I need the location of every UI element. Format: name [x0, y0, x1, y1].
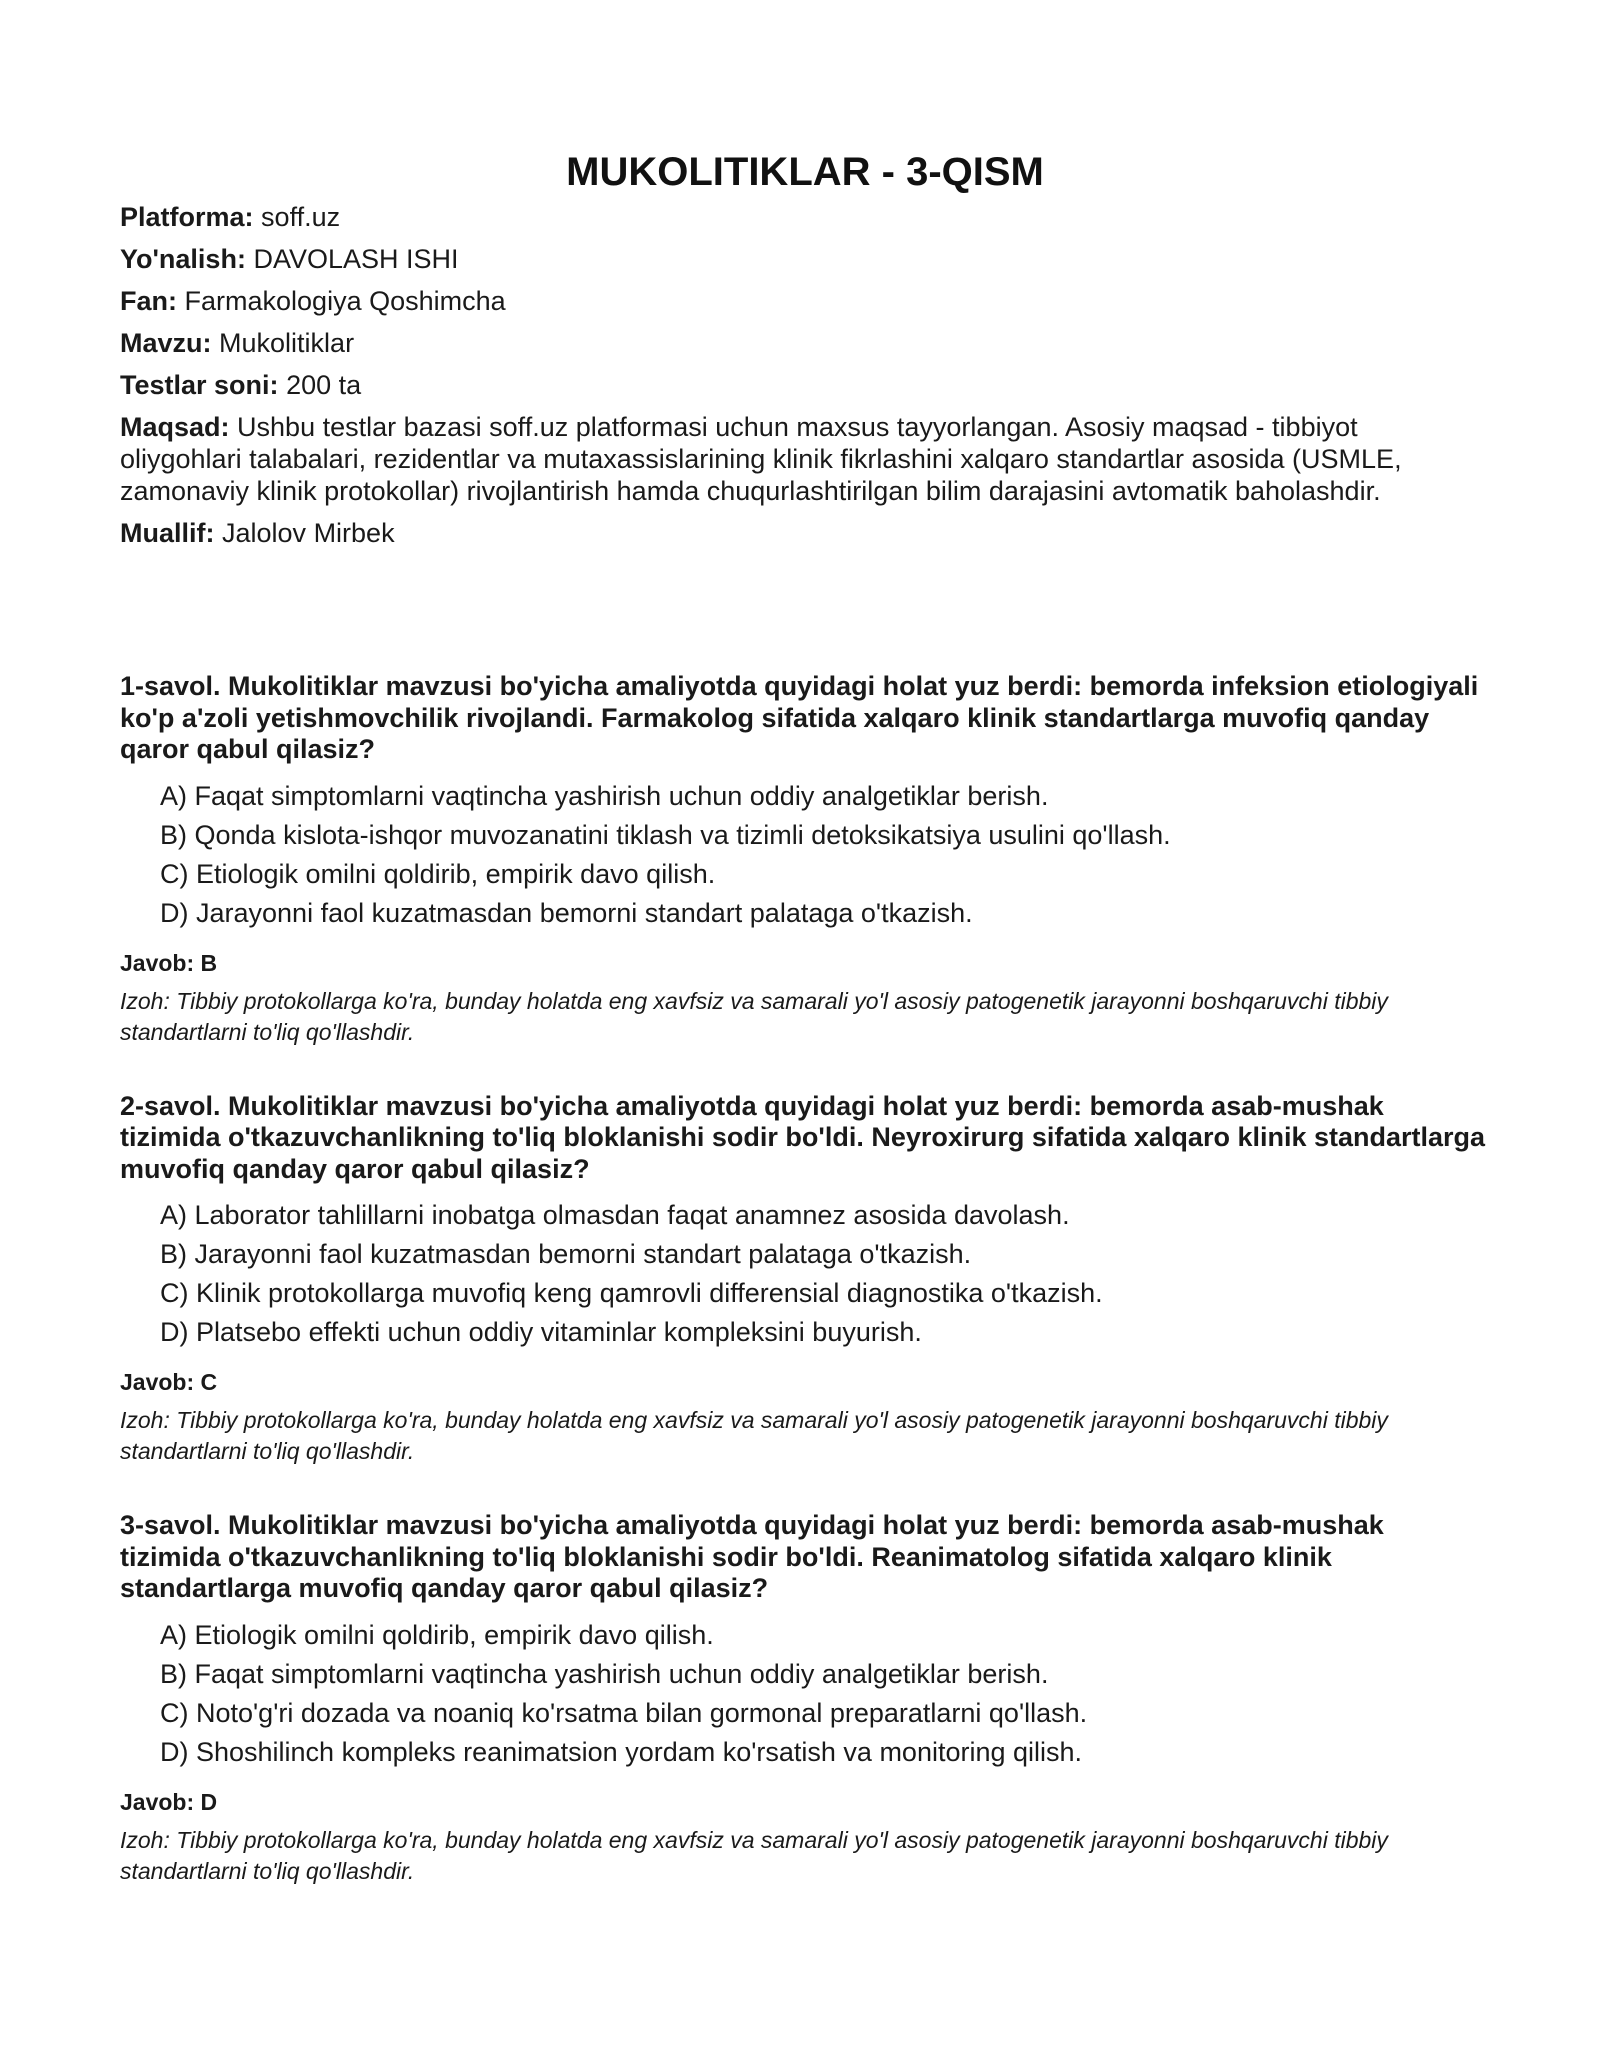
meta-label: Yo'nalish: — [120, 244, 246, 274]
answer-text: Javob: C — [120, 1369, 218, 1395]
meta-author — [120, 517, 1490, 549]
meta-value: Mukolitiklar — [219, 328, 355, 358]
meta-label: Platforma: — [120, 202, 254, 232]
option-b: B) Jarayonni faol kuzatmasdan bemorni standart palataga o'tkazish. — [160, 1239, 972, 1269]
option-c: C) Etiologik omilni qoldirib, empirik davo qilish. — [160, 858, 716, 889]
option-a: A) Faqat simptomlarni vaqtincha yashirish uchun oddiy analgetiklar berish. — [160, 780, 1049, 811]
option-b: B) Qonda kislota-ishqor muvozanatini tiklash va tizimli detoksikatsiya usulini qo'llash. — [160, 819, 1171, 850]
metadata-block — [120, 201, 1490, 559]
option-list — [160, 1196, 1490, 1352]
option-a: A) Laborator tahlillarni inobatga olmasdan faqat anamnez asosida davolash. — [160, 1200, 1070, 1230]
explanation-text: Izoh: Tibbiy protokollarga ko'ra, bunday holatda eng xavfsiz va samarali yo'l asosiy patogenetik jarayonni boshqaruvchi tibbiy standartlarni to'liq qo'llashdir. — [120, 1826, 1388, 1884]
meta-direction — [120, 243, 1490, 275]
option-d: D) Platsebo effekti uchun oddiy vitaminlar kompleksini buyurish. — [160, 1317, 922, 1347]
explanation-text: Izoh: Tibbiy protokollarga ko'ra, bunday holatda eng xavfsiz va samarali yo'l asosiy patogenetik jarayonni boshqaruvchi tibbiy standartlarni to'liq qo'llashdir. — [120, 987, 1388, 1045]
meta-platform — [120, 201, 1490, 233]
answer-text: Javob: B — [120, 949, 218, 976]
question-text: 3-savol. Mukolitiklar mavzusi bo'yicha amaliyotda quyidagi holat yuz berdi: bemorda asab-mushak tizimida o'tkazuvchanlikning to'liq bloklanishi sodir bo'ldi. Reanimatolog sifatida xalqaro klinik standartlarga muvofiq qanday qaror qabul qilasiz? — [120, 1510, 1384, 1603]
question-item — [120, 1091, 1490, 1468]
question-text: 1-savol. Mukolitiklar mavzusi bo'yicha amaliyotda quyidagi holat yuz berdi: bemorda infeksion etiologiyali ko'p a'zoli yetishmovchilik rivojlandi. Farmakolog sifatida xalqaro klinik standartlarga muvofiq qanday qaror qabul qilasiz? — [120, 671, 1479, 764]
question-item — [120, 1510, 1490, 1887]
meta-value: 200 ta — [286, 370, 362, 400]
option-c: C) Noto'g'ri dozada va noaniq ko'rsatma bilan gormonal preparatlarni qo'llash. — [160, 1697, 1088, 1728]
meta-value: soff.uz — [261, 202, 341, 232]
option-a: A) Etiologik omilni qoldirib, empirik davo qilish. — [160, 1619, 714, 1650]
meta-value: DAVOLASH ISHI — [253, 244, 459, 274]
meta-subject — [120, 285, 1490, 317]
meta-label: Fan: — [120, 286, 177, 316]
option-list — [160, 1616, 1490, 1772]
page-title: MUKOLITIKLAR - 3-QISM — [566, 149, 1044, 194]
option-d: D) Jarayonni faol kuzatmasdan bemorni standart palataga o'tkazish. — [160, 897, 973, 928]
option-c: C) Klinik protokollarga muvofiq keng qamrovli differensial diagnostika o'tkazish. — [160, 1278, 1103, 1308]
meta-label: Maqsad: — [120, 412, 230, 442]
question-item — [120, 671, 1490, 1048]
meta-purpose — [120, 411, 1450, 507]
meta-label: Testlar soni: — [120, 370, 279, 400]
explanation-text: Izoh: Tibbiy protokollarga ko'ra, bunday holatda eng xavfsiz va samarali yo'l asosiy patogenetik jarayonni boshqaruvchi tibbiy standartlarni to'liq qo'llashdir. — [120, 1407, 1388, 1464]
answer-text: Javob: D — [120, 1788, 218, 1815]
meta-value: Jalolov Mirbek — [222, 518, 395, 548]
question-text: 2-savol. Mukolitiklar mavzusi bo'yicha amaliyotda quyidagi holat yuz berdi: bemorda asab-mushak tizimida o'tkazuvchanlikning to'liq bloklanishi sodir bo'ldi. Neyroxirurg sifatida xalqaro klinik standartlarga muvofiq qanday qaror qabul qilasiz? — [120, 1090, 1486, 1184]
question-list — [120, 671, 1490, 1930]
meta-label: Muallif: — [120, 518, 215, 548]
option-d: D) Shoshilinch kompleks reanimatsion yordam ko'rsatish va monitoring qilish. — [160, 1736, 1083, 1767]
option-b: B) Faqat simptomlarni vaqtincha yashirish uchun oddiy analgetiklar berish. — [160, 1658, 1049, 1689]
meta-value: Ushbu testlar bazasi soff.uz platformasi uchun maxsus tayyorlangan. Asosiy maqsad - tibbiyot oliygohlari talabalari, rezidentlar va mutaxassislarining klinik fikrlashini xalqaro standartlar asosida (USMLE, zamonaviy klinik protokollar) rivojlantirish hamda chuqurlashtirilgan bilim darajasini avtomatik baholashdir. — [120, 412, 1402, 506]
meta-label: Mavzu: — [120, 328, 212, 358]
meta-value: Farmakologiya Qoshimcha — [184, 286, 506, 316]
meta-topic — [120, 327, 1490, 359]
meta-test-count — [120, 369, 1490, 401]
option-list — [160, 777, 1490, 933]
